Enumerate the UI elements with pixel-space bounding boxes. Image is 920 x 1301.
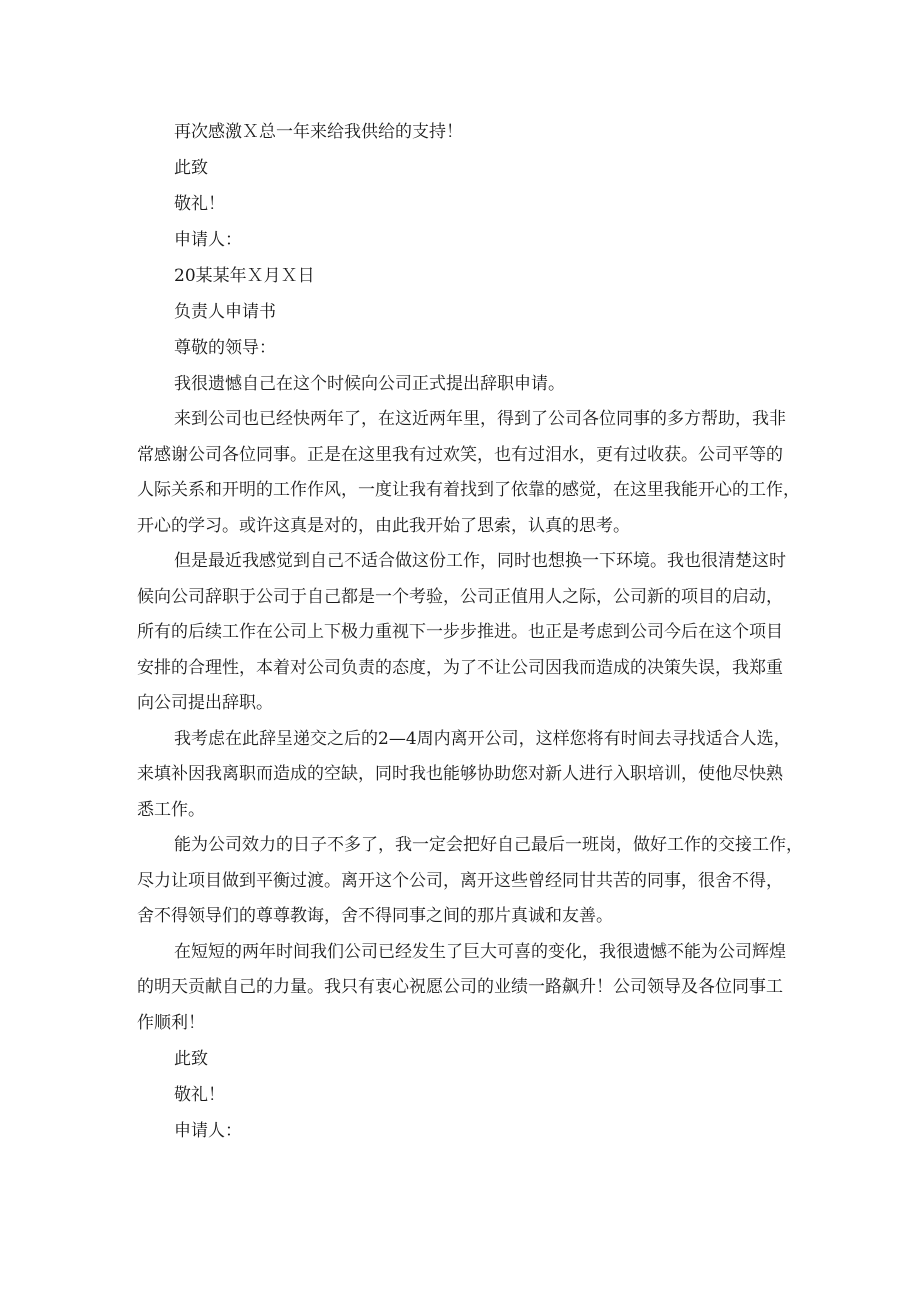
paragraph-line: 人际关系和开明的工作作风，一度让我有着找到了依靠的感觉，在这里我能开心的工作， <box>137 480 800 500</box>
paragraph-1 <box>137 402 800 544</box>
regards-line: 敬礼！ <box>174 194 225 214</box>
paragraph-line: 向公司提出辞职。 <box>137 693 273 713</box>
paragraph-line: 所有的后续工作在公司上下极力重视下一步步推进。也正是考虑到公司今后在这个项目 <box>137 622 783 642</box>
paragraph-3 <box>137 722 791 829</box>
paragraph-line: 安排的合理性，本着对公司负责的态度，为了不让公司因我而造成的决策失误，我郑重 <box>137 657 783 678</box>
paragraph-line: 在短短的两年时间我们公司已经发生了巨大可喜的变化，我很遗憾不能为公司辉煌 <box>174 941 786 962</box>
paragraph-2 <box>137 544 785 722</box>
paragraph-line: 来到公司也已经快两年了，在这近两年里，得到了公司各位同事的多方帮助，我非 <box>174 409 786 429</box>
paragraph-line: 我考虑在此辞呈递交之后的2—4周内离开公司，这样您将有时间去寻找适合人选， <box>174 728 791 749</box>
paragraph-line: 的明天贡献自己的力量。我只有衷心祝愿公司的业绩一路飙升！公司领导及各位同事工 <box>137 977 783 997</box>
salutation-line: 此致 <box>174 158 208 178</box>
applicant-line: 申请人： <box>174 230 242 250</box>
paragraph-line: 但是最近我感觉到自己不适合做这份工作，同时也想换一下环境。我也很清楚这时 <box>174 551 786 571</box>
closing-applicant: 申请人： <box>174 1121 242 1141</box>
letter-intro: 我很遗憾自己在这个时候向公司正式提出辞职申请。 <box>174 374 565 394</box>
date-line: 20某某年Ｘ月Ｘ日 <box>174 266 315 286</box>
paragraph-line: 尽力让项目做到平衡过渡。离开这个公司，离开这些曾经同甘共苦的同事，很舍不得， <box>137 870 783 891</box>
paragraph-5 <box>137 935 785 1042</box>
paragraph-line: 开心的学习。或许这真是对的，由此我开始了思索，认真的思考。 <box>137 515 630 536</box>
paragraph-line: 舍不得领导们的尊尊教诲，舍不得同事之间的那片真诚和友善。 <box>137 906 613 926</box>
paragraph-line: 作顺利！ <box>137 1012 205 1033</box>
paragraph-line: 常感谢公司各位同事。正是在这里我有过欢笑，也有过泪水，更有过收获。公司平等的 <box>137 444 783 465</box>
paragraph-4 <box>137 828 803 935</box>
closing-salutation: 此致 <box>174 1049 208 1069</box>
paragraph-line: 候向公司辞职于公司于自己都是一个考验，公司正值用人之际，公司新的项目的启动， <box>137 586 783 607</box>
document-page <box>137 114 803 1149</box>
paragraph-line: 能为公司效力的日子不多了，我一定会把好自己最后一班岗，做好工作的交接工作， <box>174 835 803 855</box>
letter-title: 负责人申请书 <box>174 302 276 322</box>
paragraph-line: 来填补因我离职而造成的空缺，同时我也能够协助您对新人进行入职培训，使他尽快熟 <box>137 764 783 784</box>
closing-regards: 敬礼！ <box>174 1085 225 1105</box>
thanks-line: 再次感激Ｘ总一年来给我供给的支持！ <box>174 122 463 142</box>
paragraph-line: 悉工作。 <box>137 799 205 820</box>
letter-greeting: 尊敬的领导： <box>174 338 276 358</box>
